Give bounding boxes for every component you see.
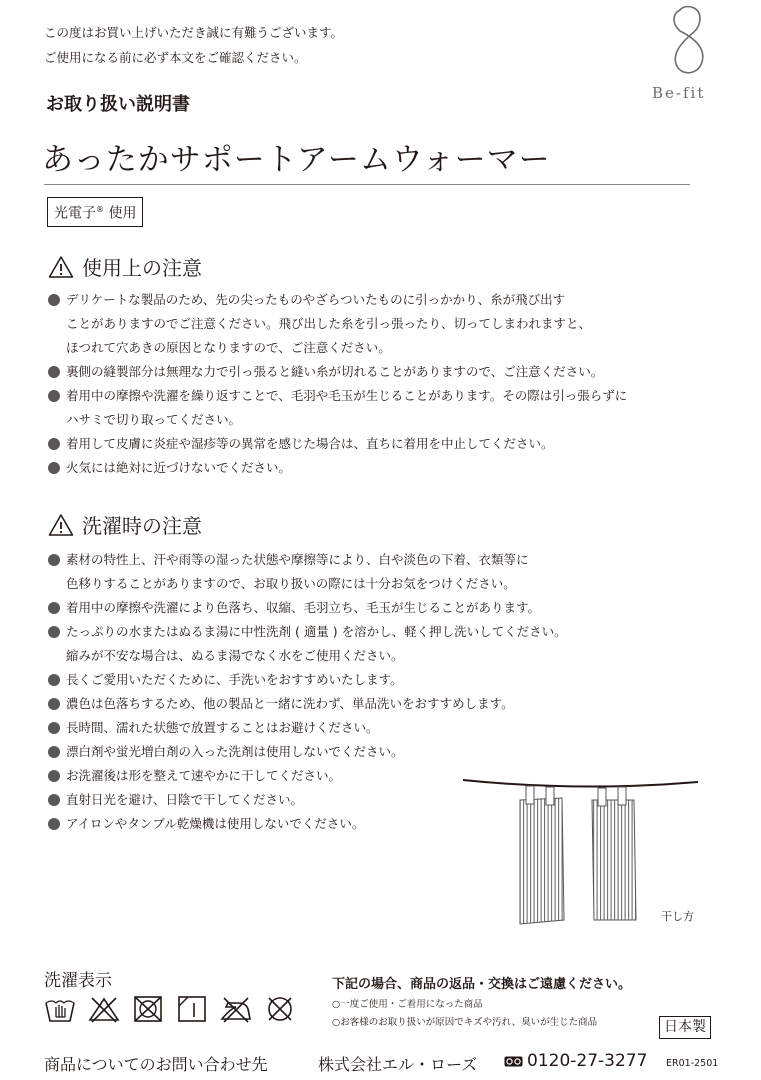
bullet-dot-icon xyxy=(48,294,60,306)
manual-label: お取り扱い説明書 xyxy=(46,94,190,115)
no-tumble-dry-icon xyxy=(132,995,164,1023)
bullet-dot-icon xyxy=(48,698,60,710)
bullet-dot-icon xyxy=(48,746,60,758)
warning-triangle-icon xyxy=(48,513,74,537)
intro-text xyxy=(44,20,343,70)
bullet-dot-icon xyxy=(48,818,60,830)
company-name: 株式会社エル・ローズ xyxy=(318,1055,478,1074)
bullet-dot-icon xyxy=(48,462,60,474)
material-tag-main: 光電子 xyxy=(54,205,96,222)
made-in-badge: 日本製 xyxy=(659,1016,711,1039)
note-text: 着用して皮膚に炎症や湿疹等の異常を感じた場合は、直ちに着用を中止してください。 xyxy=(66,436,554,451)
product-title: あったかサポートアームウォーマー xyxy=(42,142,551,178)
note-text: 濃色は色落ちするため、他の製品と一緒に洗わず、単品洗いをおすすめします。 xyxy=(66,696,514,711)
note-text: 素材の特性上、汗や雨等の湿った状態や摩擦等により、白や淡色の下着、衣類等に 色移りすることがありますので、お取り扱いの際には十分お気をつけください。 xyxy=(66,552,529,591)
note-item xyxy=(48,548,567,596)
bullet-dot-icon xyxy=(48,722,60,734)
note-item xyxy=(48,456,627,480)
note-text: たっぷりの水またはぬるま湯に中性洗剤 ( 適量 ) を溶かし、軽く押し洗いしてください。 縮みが不安な場合は、ぬるま湯でなく水をご使用ください。 xyxy=(66,624,567,663)
no-iron-icon xyxy=(220,995,252,1023)
note-item xyxy=(48,596,567,620)
drying-illustration xyxy=(460,770,700,930)
washing-section-title: 洗濯時の注意 xyxy=(82,514,202,538)
note-text: 着用中の摩擦や洗濯を繰り返すことで、毛羽や毛玉が生じることがあります。その際は引っ張らずに ハサミで切り取ってください。 xyxy=(66,388,628,427)
material-tag-suffix: 使用 xyxy=(104,205,137,222)
free-dial-icon xyxy=(504,1056,523,1067)
bullet-dot-icon xyxy=(48,602,60,614)
note-item xyxy=(48,620,567,668)
title-divider xyxy=(44,184,690,185)
intro-line-2: ご使用になる前に必ず本文をご確認ください。 xyxy=(44,50,307,65)
usage-section-heading xyxy=(48,252,202,281)
note-item xyxy=(48,432,627,456)
note-text: 火気には絶対に近づけないでください。 xyxy=(66,460,292,475)
hand-wash-icon xyxy=(44,995,76,1023)
usage-section-title: 使用上の注意 xyxy=(82,256,202,280)
bullet-dot-icon xyxy=(48,390,60,402)
note-item xyxy=(48,692,567,716)
note-item xyxy=(48,740,567,764)
brand-logo-text: Be-fit xyxy=(652,84,706,102)
note-text: デリケートな製品のため、先の尖ったものやざらついたものに引っかかり、糸が飛び出す ことがありますのでご注意ください。飛び出した糸を引っ張ったり、切ってしまわれますと、 ほつれて穴あきの原因となりますので、ご注意ください。 xyxy=(66,292,592,355)
note-item xyxy=(48,384,627,432)
contact-label: 商品についてのお問い合わせ先 xyxy=(44,1055,268,1074)
bullet-dot-icon xyxy=(48,626,60,638)
brand-logo xyxy=(650,4,725,104)
note-text: お洗濯後は形を整えて速やかに干してください。 xyxy=(66,768,342,783)
warning-triangle-icon xyxy=(48,255,74,279)
note-item xyxy=(48,716,567,740)
note-item xyxy=(48,288,627,360)
note-item xyxy=(48,668,567,692)
note-text: 長くご愛用いただくために、手洗いをおすすめいたします。 xyxy=(66,672,403,687)
phone-contact xyxy=(504,1051,647,1071)
material-tag xyxy=(47,197,143,227)
line-dry-shade-icon xyxy=(176,995,208,1023)
bullet-dot-icon xyxy=(48,770,60,782)
registered-mark: ® xyxy=(96,205,104,214)
no-dry-clean-icon xyxy=(264,995,296,1023)
note-text: 長時間、濡れた状態で放置することはお避けください。 xyxy=(66,720,379,735)
return-policy-item: ○一度ご使用・ご着用になった商品 xyxy=(332,999,483,1010)
no-bleach-icon xyxy=(88,995,120,1023)
phone-number: 0120-27-3277 xyxy=(527,1051,648,1071)
washing-section-heading xyxy=(48,510,202,539)
note-item xyxy=(48,360,627,384)
intro-line-1: この度はお買い上げいただき誠に有難うございます。 xyxy=(44,25,344,40)
note-text: 着用中の摩擦や洗濯により色落ち、収縮、毛羽立ち、毛玉が生じることがあります。 xyxy=(66,600,541,615)
usage-list xyxy=(48,288,627,480)
bullet-dot-icon xyxy=(48,366,60,378)
note-text: 漂白剤や蛍光増白剤の入った洗剤は使用しないでください。 xyxy=(66,744,404,759)
bullet-dot-icon xyxy=(48,794,60,806)
note-text: 裏側の縫製部分は無理な力で引っ張ると縫い糸が切れることがありますので、ご注意ください。 xyxy=(66,364,604,379)
note-text: アイロンやタンブル乾燥機は使用しないでください。 xyxy=(66,816,365,831)
return-policy-title: 下記の場合、商品の返品・交換はご遠慮ください。 xyxy=(332,977,632,992)
care-symbols-row xyxy=(44,995,296,1023)
care-symbols-label: 洗濯表示 xyxy=(44,971,112,991)
document-code: ER01-2501 xyxy=(666,1058,719,1069)
befit-b-mark-icon xyxy=(650,4,725,84)
bullet-dot-icon xyxy=(48,438,60,450)
drying-caption: 干し方 xyxy=(661,910,694,923)
bullet-dot-icon xyxy=(48,554,60,566)
return-policy-item: ○お客様のお取り扱いが原因でキズや汚れ、臭いが生じた商品 xyxy=(332,1017,598,1028)
bullet-dot-icon xyxy=(48,674,60,686)
note-text: 直射日光を避け、日陰で干してください。 xyxy=(66,792,304,807)
